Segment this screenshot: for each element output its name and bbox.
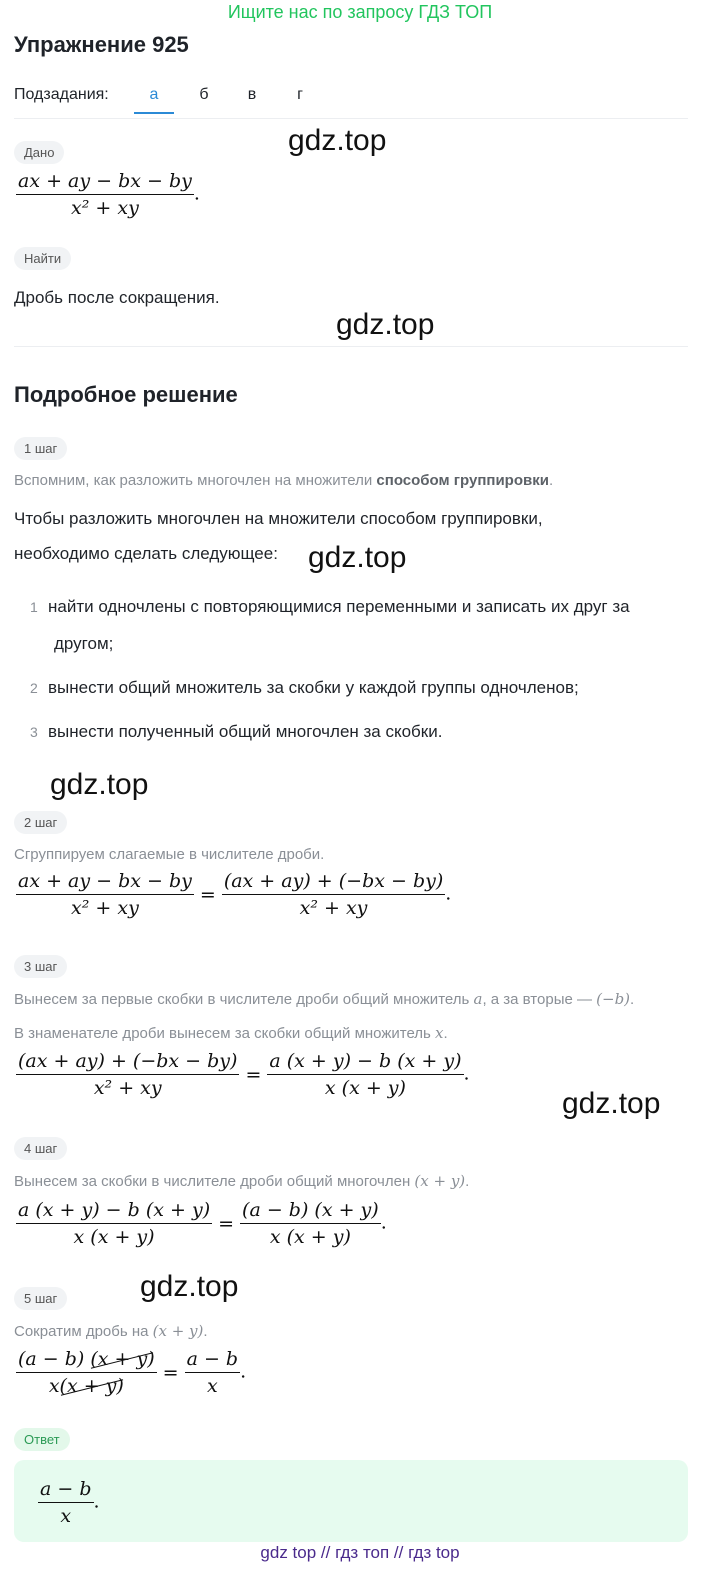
given-numerator: ax + ay − bx − by — [16, 170, 194, 195]
cancelled-factor: (x + y) — [59, 1375, 124, 1397]
step-2-hint: Сгруппируем слагаемые в числителе дроби. — [14, 846, 325, 863]
given-fraction: $\frac{ax + ay - bx - by}{\text{x² + xy}}$ . — [18, 170, 200, 219]
watermark: gdz.top — [140, 1270, 239, 1303]
step-1-pill: 1 шаг — [14, 437, 67, 460]
step-1-line1: Чтобы разложить многочлен на множители способом группировки, — [14, 509, 543, 528]
tab-subtask-v[interactable]: в — [247, 86, 257, 103]
step-4-pill: 4 шаг — [14, 1137, 67, 1160]
list-item-cont: другом; — [54, 634, 114, 653]
given-pill: Дано — [14, 141, 64, 164]
subtasks-label: Подзадания: — [14, 86, 109, 103]
solution-title: Подробное решение — [14, 382, 238, 407]
tab-subtask-b[interactable]: б — [199, 86, 209, 103]
step-3-hint-1: Вынесем за первые скобки в числителе дроби общий множитель a, а за вторые — (−b). — [14, 990, 635, 1008]
answer-box — [14, 1460, 688, 1542]
step-3-hint-2: В знаменателе дроби вынесем за скобки общий множитель x. — [14, 1024, 448, 1042]
footer-links[interactable]: gdz top // гдз топ // гдз top — [260, 1543, 460, 1562]
watermark: gdz.top — [336, 308, 435, 341]
find-pill: Найти — [14, 247, 71, 270]
step-4-hint: Вынесем за скобки в числителе дроби общий многочлен (x + y). — [14, 1172, 470, 1190]
tabs-divider — [14, 118, 688, 119]
tab-subtask-a[interactable]: а — [134, 86, 174, 114]
step-1-line2: необходимо сделать следующее: — [14, 544, 278, 563]
section-divider — [14, 346, 688, 347]
list-item: 2 вынести общий множитель за скобки у каждой группы одночленов; — [30, 678, 579, 697]
step-2-pill: 2 шаг — [14, 811, 67, 834]
list-item: 3 вынести полученный общий многочлен за скобки. — [30, 722, 443, 741]
tab-subtask-g[interactable]: г — [297, 86, 303, 103]
step-5-hint: Сократим дробь на (x + y). — [14, 1322, 208, 1340]
answer-pill: Ответ — [14, 1428, 70, 1451]
watermark: gdz.top — [308, 541, 407, 574]
cancelled-factor: (x + y) — [90, 1348, 155, 1370]
watermark: gdz.top — [288, 124, 387, 157]
step-5-equation: $\frac{(a - b) (x + y)}{x(x + y)}$ = $\frac{a - b}{x}$ . — [18, 1348, 247, 1397]
step-3-equation: $\frac{(ax + ay) + (-bx - by)}{\text{x² + xy}}$ = $\frac{a (x + y) - b (x + y)}{x (x + y)}$ . — [18, 1050, 470, 1099]
answer-fraction: $\frac{a - b}{x}$ . — [40, 1478, 100, 1527]
step-1-hint: Вспомним, как разложить многочлен на множители способом группировки. — [14, 472, 554, 489]
watermark: gdz.top — [50, 768, 149, 801]
list-item: 1 найти одночлены с повторяющимися переменными и записать их друг за — [30, 597, 630, 616]
step-5-pill: 5 шаг — [14, 1287, 67, 1310]
watermark: gdz.top — [562, 1087, 661, 1120]
subtasks-bar — [14, 86, 688, 116]
promo-banner[interactable]: Ищите нас по запросу ГДЗ ТОП — [227, 2, 493, 22]
page-title: Упражнение 925 — [14, 32, 189, 57]
given-denominator: x² + xy — [71, 197, 139, 219]
step-2-equation: $\frac{ax + ay - bx - by}{\text{x² + xy}}$ = $\frac{(ax + ay) + (-bx - by)}{\text{x² + xy}}$ . — [18, 870, 452, 919]
find-text: Дробь после сокращения. — [14, 288, 220, 307]
step-4-equation: $\frac{a (x + y) - b (x + y)}{x (x + y)}$ = $\frac{(a - b) (x + y)}{x (x + y)}$ . — [18, 1199, 387, 1248]
step-3-pill: 3 шаг — [14, 955, 67, 978]
